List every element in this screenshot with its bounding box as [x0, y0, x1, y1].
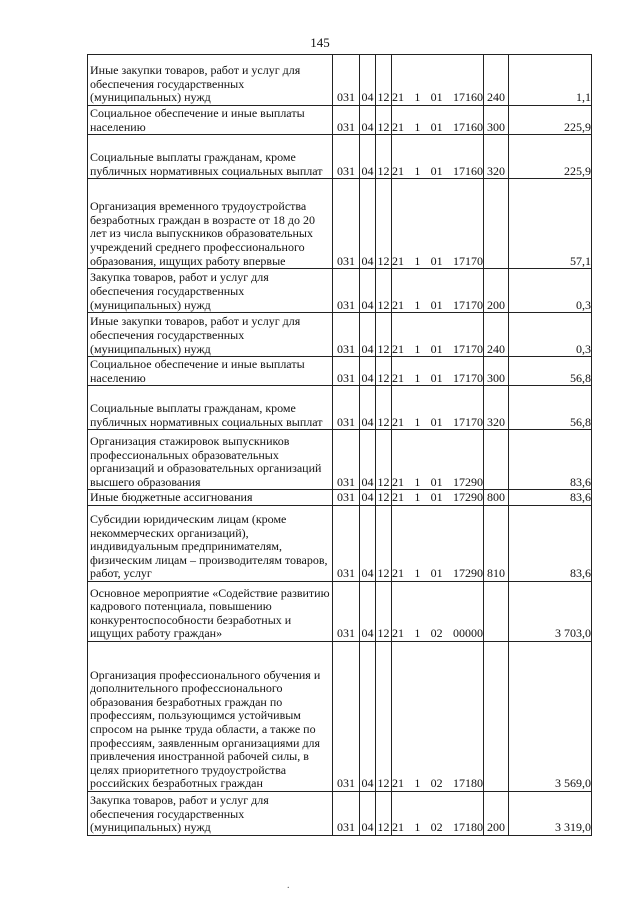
direction-code: 17180: [452, 820, 483, 835]
expense-type-code: 200: [484, 269, 509, 313]
program-code: 21: [392, 90, 404, 105]
row-name: Организация профессионального обучения и дополнительного профессионального образования безработных граждан по профессиям, пользующимся устойчивым спросом на рынке труда области, а также по профессиям, заявленным организациями для привлечения иностранной рабочей силы, в целях приоритетного трудоустройства российских безработных граждан: [88, 641, 333, 791]
expense-type-code: [484, 430, 509, 490]
amount: 3 703,0: [509, 581, 592, 641]
amount: 225,9: [509, 106, 592, 135]
section-code: 04: [360, 357, 376, 386]
section-code: 04: [360, 505, 376, 581]
expense-type-code: [484, 641, 509, 791]
program-code: 21: [392, 490, 404, 505]
direction-code: 17160: [452, 119, 483, 134]
subsection-code: 12: [376, 505, 392, 581]
event-code: 01: [430, 370, 443, 385]
amount: 0,3: [509, 313, 592, 357]
subprogram-code: 1: [414, 253, 421, 268]
subprogram-code: 1: [414, 566, 421, 581]
table-row: [88, 55, 592, 106]
subsection-code: 12: [376, 269, 392, 313]
subprogram-code: 1: [414, 297, 421, 312]
subprogram-code: 1: [414, 776, 421, 791]
row-name: Закупка товаров, работ и услуг для обеспечения государственных (муниципальных) нужд: [88, 269, 333, 313]
section-code: 04: [360, 581, 376, 641]
ministry-code: 031: [333, 313, 360, 357]
section-code: 04: [360, 641, 376, 791]
table-row: [88, 179, 592, 269]
expense-type-code: 240: [484, 55, 509, 106]
table-row: [88, 505, 592, 581]
target-article-parts: [392, 476, 483, 490]
row-name: Организация временного трудоустройства безработных граждан в возрасте от 18 до 20 лет из числа выпускников образовательных учреждений среднего профессионального образования, ищущих работу впервые: [88, 179, 333, 269]
program-code: 21: [392, 474, 404, 489]
target-article-parts: [392, 91, 483, 105]
target-article-code: [392, 55, 484, 106]
program-code: 21: [392, 341, 404, 356]
target-article-parts: [392, 821, 483, 835]
target-article-parts: [392, 255, 483, 269]
subsection-code: 12: [376, 430, 392, 490]
expense-type-code: 300: [484, 106, 509, 135]
table-row: [88, 386, 592, 430]
table-row: [88, 641, 592, 791]
subprogram-code: 1: [414, 820, 421, 835]
row-name: Социальные выплаты гражданам, кроме публичных нормативных социальных выплат: [88, 386, 333, 430]
row-name: Основное мероприятие «Содействие развитию кадрового потенциала, повышению конкурентоспособности безработных и ищущих работу граждан»: [88, 581, 333, 641]
table-row: [88, 106, 592, 135]
direction-code: 17170: [452, 370, 483, 385]
program-code: 21: [392, 370, 404, 385]
direction-code: 17180: [452, 776, 483, 791]
ministry-code: 031: [333, 179, 360, 269]
expense-type-code: [484, 179, 509, 269]
ministry-code: 031: [333, 430, 360, 490]
target-article-code: [392, 357, 484, 386]
row-name: Социальное обеспечение и иные выплаты населению: [88, 106, 333, 135]
target-article-code: [392, 581, 484, 641]
expense-type-code: 200: [484, 791, 509, 835]
table-row: [88, 313, 592, 357]
expense-type-code: [484, 581, 509, 641]
table-row: [88, 135, 592, 179]
subprogram-code: 1: [414, 163, 421, 178]
event-code: 01: [430, 163, 443, 178]
program-code: 21: [392, 626, 404, 641]
target-article-code: [392, 505, 484, 581]
ministry-code: 031: [333, 357, 360, 386]
target-article-parts: [392, 491, 483, 505]
table-row: [88, 357, 592, 386]
expense-type-code: 300: [484, 357, 509, 386]
expense-type-code: 320: [484, 386, 509, 430]
ministry-code: 031: [333, 581, 360, 641]
table-row: [88, 490, 592, 506]
expense-type-code: 800: [484, 490, 509, 506]
direction-code: 17170: [452, 341, 483, 356]
target-article-code: [392, 430, 484, 490]
target-article-code: [392, 641, 484, 791]
table-row: [88, 581, 592, 641]
ministry-code: 031: [333, 791, 360, 835]
program-code: 21: [392, 820, 404, 835]
subsection-code: 12: [376, 313, 392, 357]
section-code: 04: [360, 313, 376, 357]
event-code: 02: [430, 626, 443, 641]
table-row: [88, 269, 592, 313]
target-article-code: [392, 490, 484, 506]
section-code: 04: [360, 106, 376, 135]
subprogram-code: 1: [414, 341, 421, 356]
target-article-code: [392, 135, 484, 179]
footer-mark: .: [287, 880, 290, 891]
subsection-code: 12: [376, 641, 392, 791]
section-code: 04: [360, 135, 376, 179]
direction-code: 00000: [452, 626, 483, 641]
direction-code: 17170: [452, 253, 483, 268]
amount: 57,1: [509, 179, 592, 269]
event-code: 01: [430, 119, 443, 134]
event-code: 01: [430, 414, 443, 429]
direction-code: 17160: [452, 163, 483, 178]
amount: 225,9: [509, 135, 592, 179]
section-code: 04: [361, 490, 374, 505]
subsection-code: 12: [376, 581, 392, 641]
program-code: 21: [392, 414, 404, 429]
ministry-code: 031: [333, 269, 360, 313]
table-row: [88, 791, 592, 835]
ministry-code: 031: [333, 55, 360, 106]
expense-type-code: 320: [484, 135, 509, 179]
target-article-code: [392, 386, 484, 430]
direction-code: 17290: [452, 566, 483, 581]
event-code: 01: [430, 490, 443, 505]
event-code: 01: [430, 253, 443, 268]
amount: 1,1: [509, 55, 592, 106]
subprogram-code: 1: [414, 474, 421, 489]
amount: 0,3: [509, 269, 592, 313]
ministry-code: 031: [333, 490, 360, 506]
table-row: [88, 430, 592, 490]
row-name: Социальные выплаты гражданам, кроме публичных нормативных социальных выплат: [88, 135, 333, 179]
subprogram-code: 1: [414, 414, 421, 429]
amount: 83,6: [509, 505, 592, 581]
row-name: Иные бюджетные ассигнования: [88, 490, 333, 506]
section-code: 04: [360, 55, 376, 106]
row-name: Иные закупки товаров, работ и услуг для обеспечения государственных (муниципальных) нужд: [88, 55, 333, 106]
section-code: 04: [360, 269, 376, 313]
event-code: 01: [430, 474, 443, 489]
row-name: Субсидии юридическим лицам (кроме некоммерческих организаций), индивидуальным предпринимателям, физическим лицам – производителям товаров, работ, услуг: [88, 505, 333, 581]
event-code: 01: [430, 566, 443, 581]
subsection-code: 12: [376, 135, 392, 179]
expense-type-code: 240: [484, 313, 509, 357]
ministry-code: 031: [333, 505, 360, 581]
target-article-parts: [392, 343, 483, 357]
program-code: 21: [392, 776, 404, 791]
subsection-code: 12: [376, 791, 392, 835]
subprogram-code: 1: [414, 490, 421, 505]
target-article-parts: [392, 372, 483, 386]
subsection-code: 12: [377, 490, 390, 505]
target-article-parts: [392, 416, 483, 430]
program-code: 21: [392, 297, 404, 312]
subprogram-code: 1: [414, 626, 421, 641]
target-article-code: [392, 179, 484, 269]
budget-table: [87, 54, 592, 836]
target-article-parts: [392, 299, 483, 313]
event-code: 02: [430, 820, 443, 835]
event-code: 02: [430, 776, 443, 791]
program-code: 21: [392, 253, 404, 268]
subsection-code: 12: [376, 357, 392, 386]
amount: 83,6: [509, 430, 592, 490]
event-code: 01: [430, 341, 443, 356]
amount: 56,8: [509, 357, 592, 386]
section-code: 04: [360, 386, 376, 430]
subsection-code: 12: [376, 106, 392, 135]
direction-code: 17290: [452, 474, 483, 489]
program-code: 21: [392, 566, 404, 581]
expense-type-code: 810: [484, 505, 509, 581]
target-article-parts: [392, 165, 483, 179]
direction-code: 17170: [452, 297, 483, 312]
target-article-code: [392, 106, 484, 135]
row-name: Организация стажировок выпускников профессиональных образовательных организаций и образовательных организаций высшего образования: [88, 430, 333, 490]
amount: 3 319,0: [509, 791, 592, 835]
ministry-code: 031: [333, 386, 360, 430]
target-article-parts: [392, 777, 483, 791]
ministry-code: 031: [333, 106, 360, 135]
section-code: 04: [360, 430, 376, 490]
ministry-code: 031: [333, 135, 360, 179]
direction-code: 17160: [452, 90, 483, 105]
ministry-code: 031: [333, 641, 360, 791]
subprogram-code: 1: [414, 370, 421, 385]
target-article-parts: [392, 121, 483, 135]
section-code: 04: [360, 791, 376, 835]
target-article-code: [392, 313, 484, 357]
row-name: Закупка товаров, работ и услуг для обеспечения государственных (муниципальных) нужд: [88, 791, 333, 835]
direction-code: 17290: [452, 490, 483, 505]
subprogram-code: 1: [414, 90, 421, 105]
subsection-code: 12: [376, 386, 392, 430]
target-article-code: [392, 791, 484, 835]
subsection-code: 12: [376, 179, 392, 269]
amount: 3 569,0: [509, 641, 592, 791]
row-name: Иные закупки товаров, работ и услуг для обеспечения государственных (муниципальных) нужд: [88, 313, 333, 357]
page-number: 145: [310, 35, 330, 50]
amount: 56,8: [509, 386, 592, 430]
subprogram-code: 1: [414, 119, 421, 134]
target-article-code: [392, 269, 484, 313]
direction-code: 17170: [452, 414, 483, 429]
target-article-parts: [392, 567, 483, 581]
event-code: 01: [430, 297, 443, 312]
amount: 83,6: [509, 490, 592, 506]
budget-table-body: [88, 55, 592, 836]
program-code: 21: [392, 119, 404, 134]
program-code: 21: [392, 163, 404, 178]
section-code: 04: [360, 179, 376, 269]
target-article-parts: [392, 627, 483, 641]
row-name: Социальное обеспечение и иные выплаты населению: [88, 357, 333, 386]
subsection-code: 12: [376, 55, 392, 106]
event-code: 01: [430, 90, 443, 105]
